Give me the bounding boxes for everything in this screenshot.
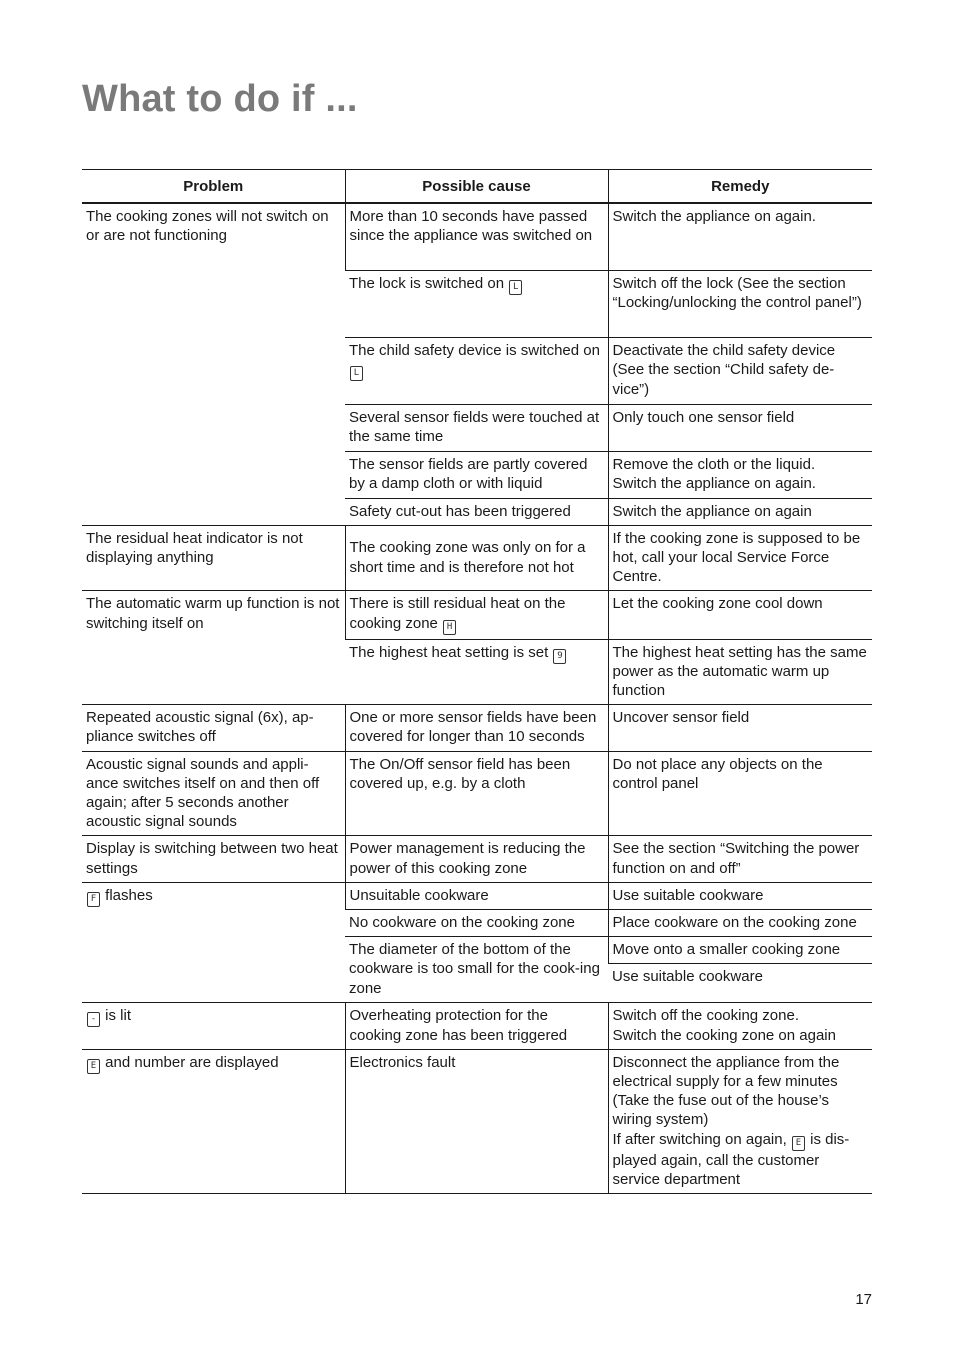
problem-cell: Acoustic signal sounds and appli-ance switches itself on and then off again; after 5 seconds another acoustic signal sounds (82, 751, 345, 836)
cause-cell: Electronics fault (345, 1049, 608, 1193)
remedy-cell: See the section “Switching the power function on and off” (608, 836, 872, 882)
f-symbol-icon: F (87, 892, 100, 907)
e-symbol-icon: E (792, 1136, 805, 1151)
cause-cell: No cookware on the cooking zone (345, 910, 608, 937)
remedy-line: is dis-played again, call the customer service department (612, 1130, 850, 1188)
cause-cell: The On/Off sensor field has been covered up, e.g. by a cloth (345, 751, 608, 836)
table-row (82, 203, 872, 271)
lock-icon: L (509, 280, 522, 295)
table-row (82, 705, 872, 751)
troubleshooting-table (82, 169, 872, 1194)
remedy-cell: Use suitable cookware (608, 882, 872, 909)
remedy-cell: Switch the appliance on again. (608, 203, 872, 271)
problem-cell: The automatic warm up function is not switching itself on (82, 591, 345, 705)
problem-cell: Display is switching between two heat settings (82, 836, 345, 882)
cause-cell: The cooking zone was only on for a short time and is therefore not hot (345, 525, 608, 591)
remedy-cell (608, 1003, 872, 1049)
problem-text: and number are displayed (105, 1053, 279, 1071)
cause-cell: More than 10 seconds have passed since the appliance was switched on (345, 203, 608, 271)
cause-cell: Unsuitable cookware (345, 882, 608, 909)
header-possible-cause: Possible cause (345, 170, 608, 204)
problem-cell: Repeated acoustic signal (6x), ap-pliance switches off (82, 705, 345, 751)
remedy-cell: Place cookware on the cooking zone (608, 910, 872, 937)
header-problem: Problem (82, 170, 345, 204)
cause-cell: The sensor fields are partly covered by a damp cloth or with liquid (345, 452, 608, 498)
table-row (82, 591, 872, 639)
cause-text: The lock is switched on (349, 275, 505, 293)
remedy-cell: Only touch one sensor field (608, 405, 872, 452)
remedy-cell: Do not place any objects on the control panel (608, 751, 872, 836)
remedy-line: Disconnect the appliance from the electrical supply for a few minutes (Take the fuse out of the house’s wiring system) (612, 1053, 840, 1129)
problem-cell: The residual heat indicator is not displaying anything (82, 525, 345, 591)
cause-cell: Overheating protection for the cooking zone has been triggered (345, 1003, 608, 1049)
cause-cell: Power management is reducing the power of this cooking zone (345, 836, 608, 882)
problem-cell (82, 1049, 345, 1193)
lock-icon: L (350, 366, 363, 381)
remedy-cell: Let the cooking zone cool down (608, 591, 872, 639)
remedy-cell: Switch the appliance on again (608, 498, 872, 525)
cause-cell (345, 639, 608, 705)
remedy-cell: Uncover sensor field (608, 705, 872, 751)
heat-setting-nine-icon: 9 (553, 649, 566, 664)
remedy-line: Switch the cooking zone on again (612, 1026, 836, 1044)
cause-cell: Safety cut-out has been triggered (345, 498, 608, 525)
dash-symbol-icon: - (87, 1012, 100, 1027)
table-row (82, 525, 872, 591)
remedy-cell (608, 1049, 872, 1193)
remedy-cell: Move onto a smaller cooking zone (608, 937, 872, 964)
cause-text: The highest heat setting is set (349, 643, 549, 661)
header-remedy: Remedy (608, 170, 872, 204)
problem-cell: The cooking zones will not switch on or are not functioning (82, 203, 345, 525)
cause-cell (345, 271, 608, 338)
table-row (82, 751, 872, 836)
remedy-cell: Use suitable cookware (608, 964, 872, 1003)
remedy-line: Switch the appliance on again. (612, 475, 816, 493)
table-row (82, 882, 872, 909)
page-title: What to do if ... (82, 78, 358, 120)
problem-cell (82, 882, 345, 1003)
cause-cell: The diameter of the bottom of the cookware is too small for the cook-ing zone (345, 937, 608, 1003)
table-row (82, 836, 872, 882)
remedy-cell (608, 452, 872, 498)
problem-text: flashes (105, 886, 153, 904)
cause-cell (345, 591, 608, 639)
remedy-line: Switch off the cooking zone. (612, 1007, 800, 1025)
problem-cell (82, 1003, 345, 1049)
cause-cell: One or more sensor fields have been covered for longer than 10 seconds (345, 705, 608, 751)
problem-text: is lit (105, 1007, 132, 1025)
remedy-cell: If the cooking zone is supposed to be hot, call your local Service Force Centre. (608, 525, 872, 591)
e-symbol-icon: E (87, 1059, 100, 1074)
cause-text: There is still residual heat on the cooking zone (349, 595, 566, 632)
cause-cell (345, 338, 608, 405)
table-row (82, 1003, 872, 1049)
remedy-cell: The highest heat setting has the same power as the automatic warm up function (608, 639, 872, 705)
table-row (82, 1049, 872, 1193)
remedy-cell: Deactivate the child safety device (See the section “Child safety de-vice”) (608, 338, 872, 405)
remedy-line: Remove the cloth or the liquid. (612, 456, 816, 474)
remedy-line: If after switching on again, (612, 1130, 787, 1148)
residual-heat-icon: H (443, 620, 456, 635)
remedy-cell: Switch off the lock (See the section “Locking/unlocking the control panel”) (608, 271, 872, 338)
cause-cell: Several sensor fields were touched at the same time (345, 405, 608, 452)
page-number: 17 (855, 1291, 872, 1308)
cause-text: The child safety device is switched on (349, 342, 600, 360)
table-header-row (82, 170, 872, 204)
